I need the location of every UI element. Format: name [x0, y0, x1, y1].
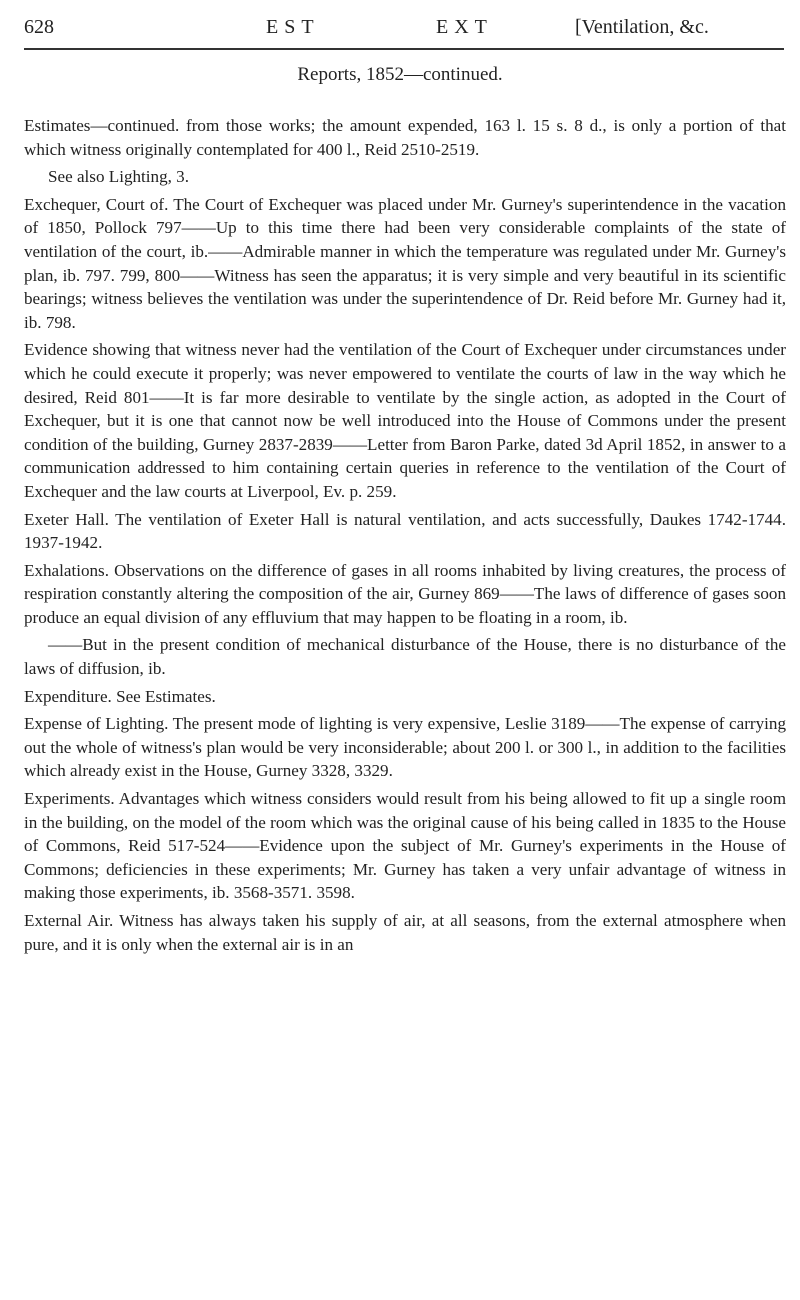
running-head-left: EST: [266, 16, 320, 38]
entry-estimates: Estimates—continued. from those works; the amount expended, 163 l. 15 s. 8 d., is only a portion of that which witness originally contemplated for 400 l., Reid 2510-2519.: [24, 116, 786, 159]
page-header: [0, 0, 800, 60]
entry-expenditure: Expenditure. See Estimates.: [24, 686, 216, 706]
entry-exhalations-continued: ——But in the present condition of mechanical disturbance of the House, there is no disturbance of the laws of diffusion, ib.: [24, 635, 786, 679]
running-head-right: [Ventilation, &c.: [575, 16, 709, 38]
page-number: 628: [24, 16, 54, 38]
entry-external-air: External Air. Witness has always taken his supply of air, at all seasons, from the external atmosphere when pure, and it is only when the external air is in an: [24, 911, 786, 954]
running-head-middle: EXT: [436, 16, 493, 38]
header-rule: [24, 48, 784, 50]
entry-exeter-hall: Exeter Hall. The ventilation of Exeter Hall is natural ventilation, and acts successfully, Daukes 1742-1744. 1937-1942.: [24, 509, 786, 553]
entry-exchequer: Exchequer, Court of. The Court of Exchequer was placed under Mr. Gurney's superintendence in the vacation of 1850, Pollock 797——Up to this time there had been very considerable complaints of the state of ventilation of the court, ib.——Admirable manner in which the temperature was regulated under Mr. Gurney's plan, ib. 797. 799, 800——Witness has seen the apparatus; it is very simple and very beautiful in its scientific bearings; witness believes the ventilation was under the superintendence of Dr. Reid before Mr. Gurney had it, ib. 798.: [24, 194, 786, 332]
entry-experiments: Experiments. Advantages which witness considers would result from his being allowed to fit up a single room in the building, on the model of the room which was the original cause of his being called in 1835 to the House of Commons, Reid 517-524——Evidence upon the subject of Mr. Gurney's experiments in the House of Commons; deficiencies in these experiments; Mr. Gurney has taken a very unfair advantage of witness in making those experiments, ib. 3568-3571. 3598.: [24, 789, 786, 903]
entry-exhalations: Exhalations. Observations on the difference of gases in all rooms inhabited by living creatures, the process of respiration constantly altering the composition of the air, Gurney 869——The laws of difference of gases soon produce an equal division of any effluvium that may happen to be floating in a room, ib.: [24, 560, 786, 627]
index-entries: [24, 114, 786, 960]
entry-expense-of-lighting: Expense of Lighting. The present mode of lighting is very expensive, Leslie 3189——The expense of carrying out the whole of witness's plan would be very inconsiderable; about 200 l. or 300 l., in addition to the facilities which already exist in the House, Gurney 3328, 3329.: [24, 714, 786, 781]
entry-see-also: See also Lighting, 3.: [48, 167, 190, 187]
section-subheading: Reports, 1852—continued.: [297, 64, 503, 85]
entry-evidence: Evidence showing that witness never had the ventilation of the Court of Exchequer under circumstances under which he could execute it properly; was never empowered to ventilate the courts of law in the way which he desired, Reid 801——It is far more desirable to ventilate by the single action, as adopted in the Court of Exchequer, but it is one that cannot now be well introduced into the House of Commons under the present condition of the building, Gurney 2837-2839——Letter from Baron Parke, dated 3d April 1852, in answer to a communication addressed to him containing certain queries in reference to the ventilation of the Court of Exchequer and the law courts at Liverpool, Ev. p. 259.: [24, 340, 786, 501]
